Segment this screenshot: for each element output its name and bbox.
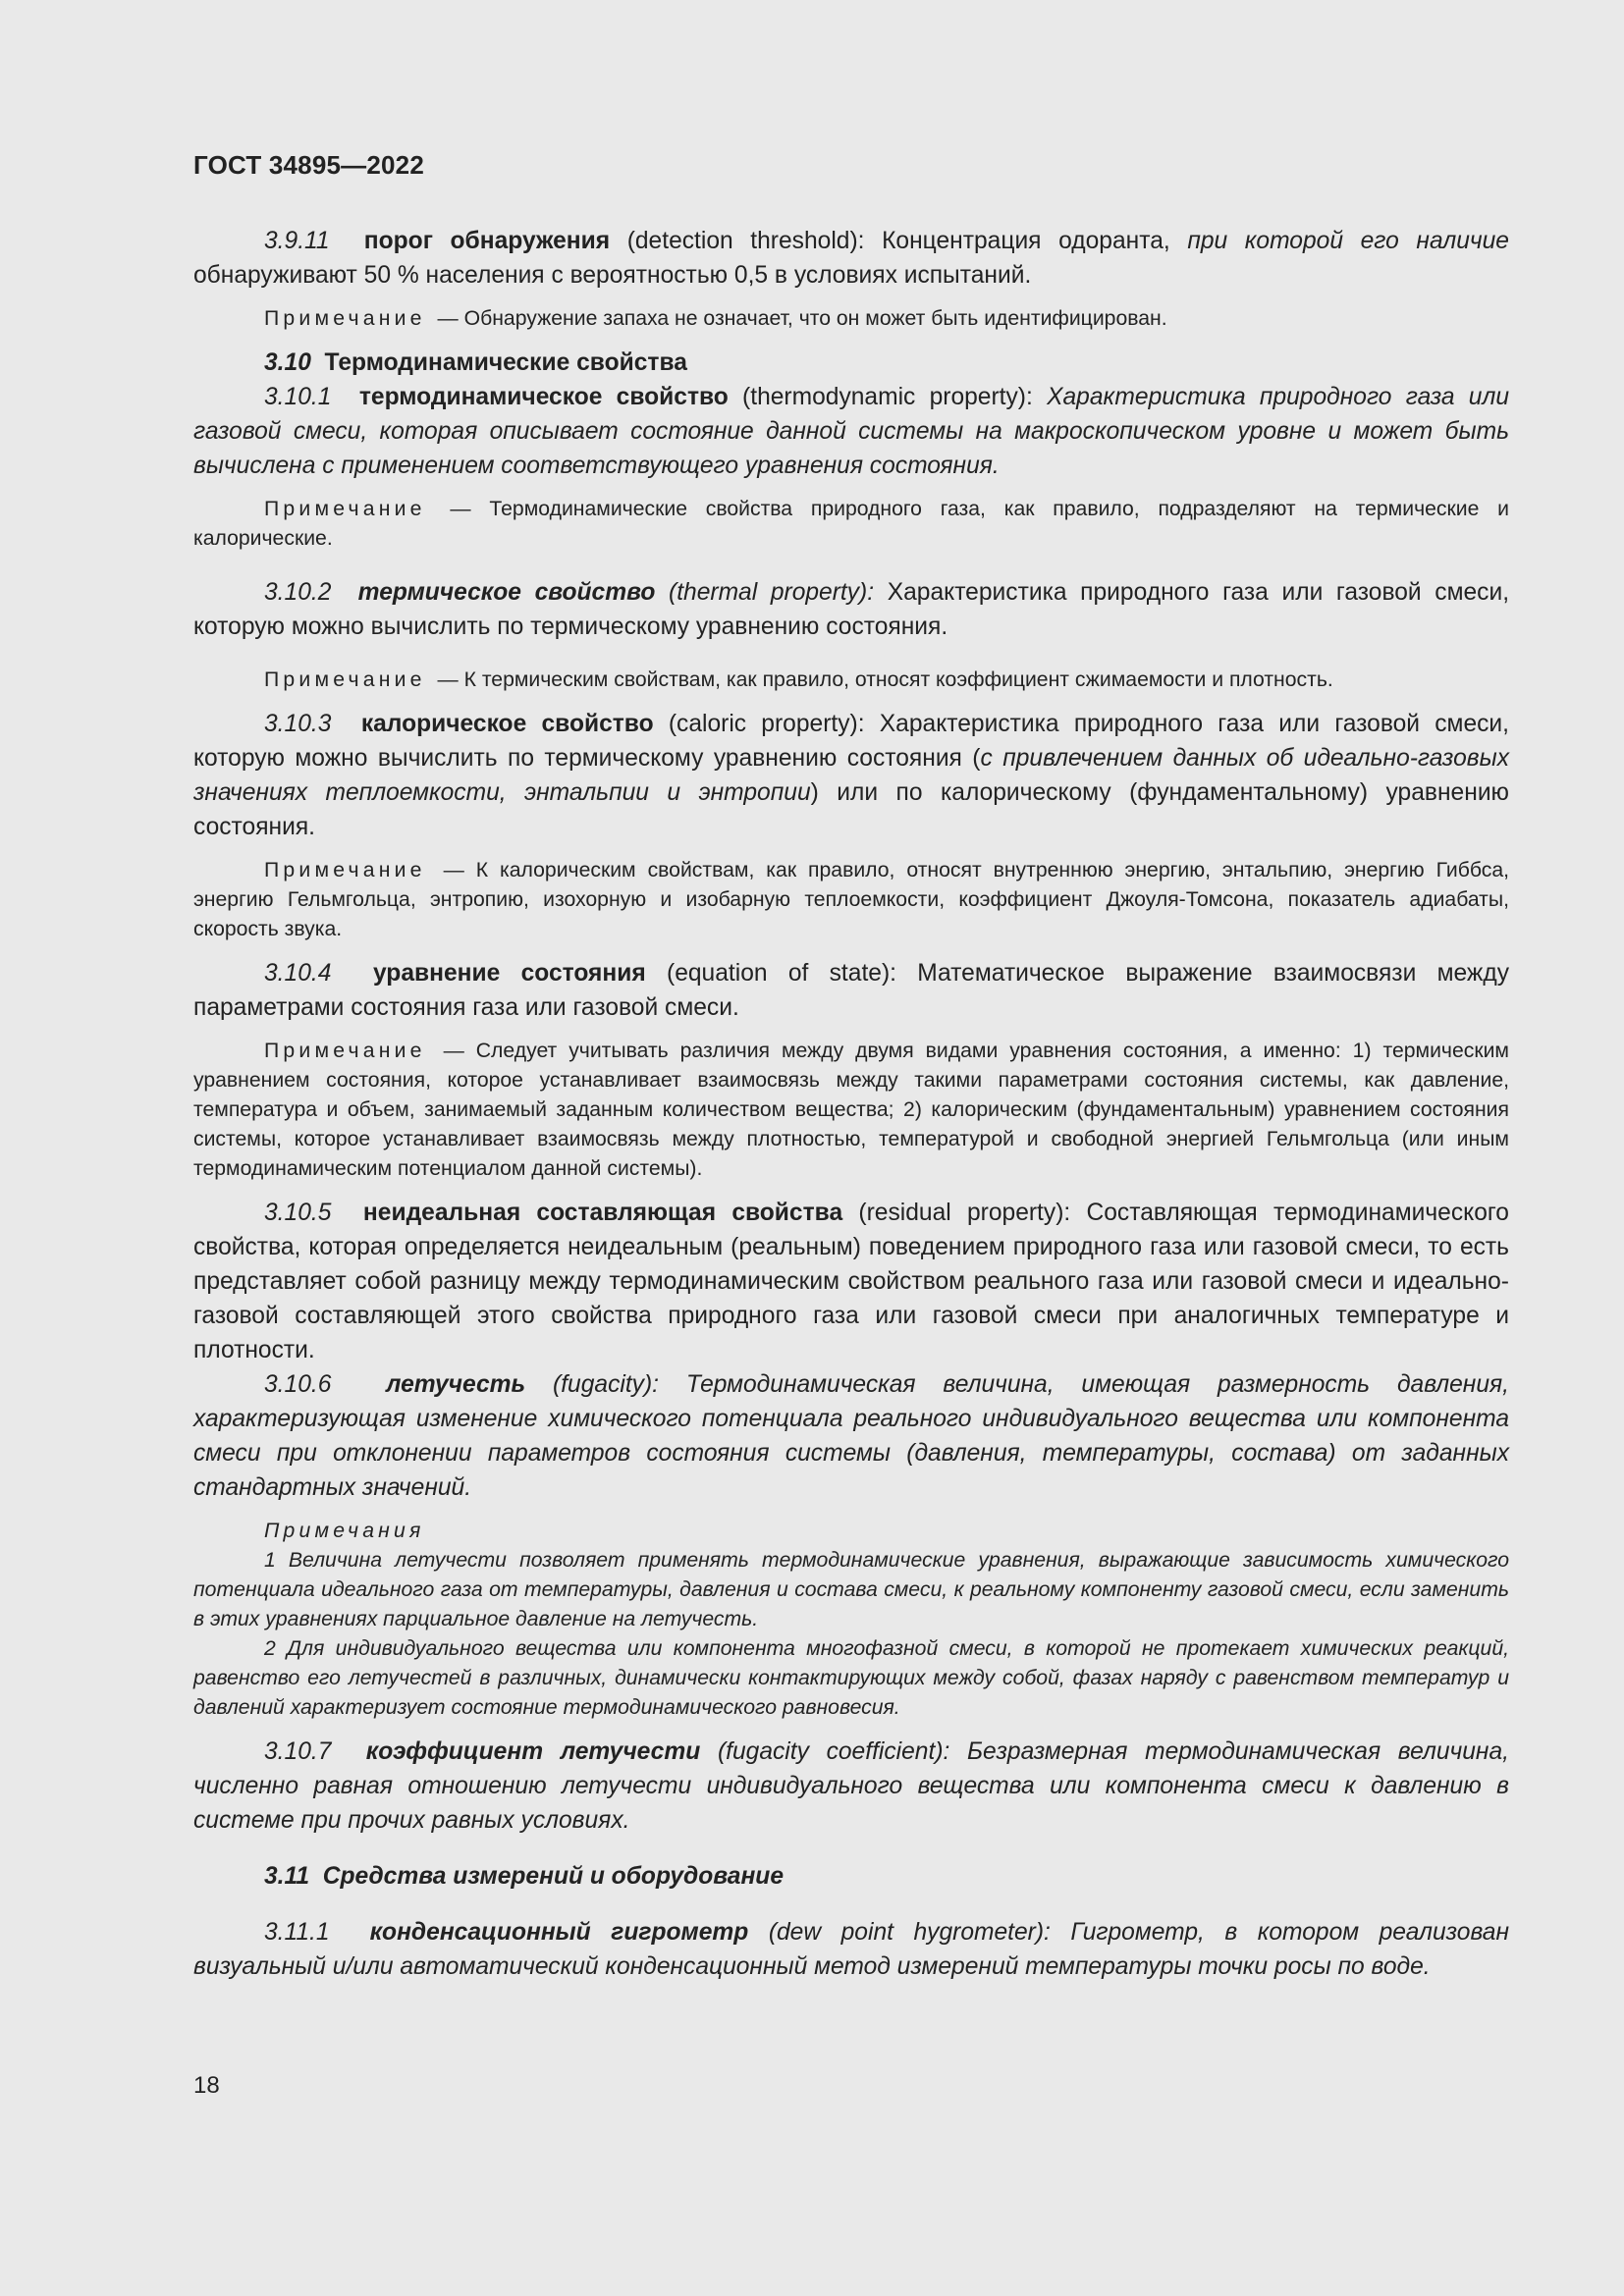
term-english: (residual property) [858, 1200, 1064, 1226]
entry-number: 3.10.5 [264, 1200, 332, 1226]
entry-3-10-2 [193, 575, 1509, 644]
entry-3-10-1 [193, 380, 1509, 483]
term-english: (dew point hygrometer): [768, 1919, 1051, 1946]
note-text: — К термическим свойствам, как правило, относят коэффициент сжимаемости и плотность. [437, 668, 1333, 691]
entry-3-10-6 [193, 1367, 1509, 1505]
document-header: ГОСТ 34895—2022 [193, 150, 424, 180]
note [193, 666, 1509, 695]
section-number: 3.10 [264, 349, 311, 376]
definition: : Концентрация одоранта, [857, 228, 1170, 254]
note-item: 1 Величина летучести позволяет применять термодинамические уравнения, выражающие зависимость химического потенциала идеального газа от температуры, давления и состава смеси, к реальному компоненту газовой смеси, если заменить в этих уравнениях парциальное давление на летучесть. [193, 1549, 1509, 1630]
definition: : Составляющая термодинамического свойства, которая определяется неидеальным (реальным) поведением природного газа или газовой смеси, то есть представляет собой разницу между термодинамическим свойством реального газа или газовой смеси и идеально-газовой составляющей этого свойства природного газа или газовой смеси при аналогичных температуре и плотности. [193, 1200, 1509, 1363]
definition-italic: с привлечением данных об идеально-газовых значениях теплоемкости, энтальпии и энтропии [193, 745, 1509, 806]
entry-number: 3.10.4 [264, 960, 332, 987]
term-english: (caloric property) [668, 711, 858, 737]
note-item: 2 Для индивидуального вещества или компонента многофазной смеси, в которой не протекает химических реакций, равенство его летучестей в различных, динамически контактирующих между собой, фазах наряду с равенством температур и давлений характеризует состояние термодинамического равновесия. [193, 1637, 1509, 1719]
definition: Характеристика природного газа или газовой смеси, которую можно вычислить по термическому уравнению состояния. [193, 579, 1510, 640]
note-text: — К калорическим свойствам, как правило, относят внутреннюю энергию, энтальпию, энергию Гиббса, энергию Гельмгольца, энтропию, изохорную и изобарную теплоемкости, коэффициент Джоуля-Томсона, показатель адиабаты, скорость звука. [193, 859, 1509, 940]
definition: : Характеристика природного газа или газовой смеси, которую можно вычислить по термическому уравнению состояния ( [193, 711, 1509, 772]
entry-number: 3.9.11 [264, 228, 330, 254]
entry-number: 3.10.6 [264, 1371, 332, 1398]
definition-italic: Термодинамическая величина, имеющая размерность давления, характеризующая изменение химического потенциала реального индивидуального вещества или компонента смеси при отклонении параметров состояния системы (давления, температуры, состава) от заданных стандартных значений. [193, 1371, 1509, 1501]
entry-3-10-5 [193, 1196, 1509, 1367]
note-label: Примечание [264, 498, 426, 520]
term: термодинамическое свойство [358, 384, 729, 410]
definition-italic: при которой его наличие [1187, 228, 1509, 254]
page-number: 18 [193, 2072, 220, 2099]
entry-3-10-4 [193, 956, 1509, 1025]
term: порог обнаружения [363, 228, 611, 254]
section-name: Термодинамические свойства [324, 349, 687, 376]
entry-3-11-1 [193, 1915, 1509, 1984]
term-english: (fugacity): [553, 1371, 659, 1398]
note [193, 495, 1509, 554]
definition: ) или по калорическому (фундаментальному) уравнению состояния. [193, 779, 1509, 840]
definition: : Математическое выражение взаимосвязи между параметрами состояния газа или газовой смеси. [193, 960, 1509, 1021]
notes-label: Примечания [264, 1520, 425, 1542]
section-number: 3.11 [264, 1863, 310, 1890]
note-label: Примечание [264, 307, 426, 330]
note-text: — Термодинамические свойства природного газа, как правило, подразделяют на термические и калорические. [193, 498, 1509, 550]
note-label: Примечание [264, 859, 426, 881]
page-content [193, 224, 1509, 1984]
term: уравнение состояния [372, 960, 646, 987]
entry-number: 3.10.3 [264, 711, 332, 737]
notes-heading [193, 1517, 1509, 1546]
section-name: Средства измерений и оборудование [322, 1863, 785, 1890]
note-text: — Обнаружение запаха не означает, что он может быть идентифицирован. [437, 307, 1167, 330]
note [193, 1037, 1509, 1184]
definition-italic: Безразмерная термодинамическая величина, численно равная отношению летучести индивидуального вещества или компонента смеси к давлению в системе при прочих равных условиях. [193, 1738, 1509, 1834]
term-english: (thermal property): [669, 579, 875, 606]
term: летучесть [386, 1371, 526, 1398]
note-label: Примечание [264, 1040, 426, 1062]
term-english: (thermodynamic property): [742, 384, 1033, 410]
term: неидеальная составляющая свойства [362, 1200, 843, 1226]
entry-3-10-7 [193, 1735, 1509, 1838]
note [193, 304, 1509, 334]
entry-number: 3.11.1 [264, 1919, 330, 1946]
term: термическое свойство [357, 579, 656, 606]
definition-italic: Гигрометр, в котором реализован визуальный и/или автоматический конденсационный метод измерений температуры точки росы по воде. [193, 1919, 1509, 1980]
term: коэффициент летучести [365, 1738, 701, 1765]
entry-number: 3.10.7 [264, 1738, 332, 1765]
term: калорическое свойство [360, 711, 654, 737]
definition: обнаруживают 50 % населения с вероятностью 0,5 в условиях испытаний. [193, 262, 1032, 289]
note [193, 856, 1509, 944]
term-english: (fugacity coefficient): [717, 1738, 950, 1765]
entry-number: 3.10.1 [264, 384, 332, 410]
term-english: (equation of state) [667, 960, 891, 987]
term: конденсационный гигрометр [369, 1919, 749, 1946]
note-label: Примечание [264, 668, 426, 691]
term-english: (detection threshold) [626, 228, 858, 254]
section-title-3-10 [193, 346, 1509, 380]
section-title-3-11 [193, 1859, 1509, 1894]
entry-3-10-3 [193, 707, 1509, 844]
entry-number: 3.10.2 [264, 579, 332, 606]
definition-italic: Характеристика природного газа или газовой смеси, которая описывает состояние данной системы на макроскопическом уровне и может быть вычислена с применением соответствующего уравнения состояния. [193, 384, 1509, 479]
note-text: — Следует учитывать различия между двумя видами уравнения состояния, а именно: 1) термическим уравнением состояния, которое устанавливает взаимосвязь между такими параметрами состояния системы, как давление, температура и объем, занимаемый заданным количеством вещества; 2) калорическим (фундаментальным) уравнением состояния системы, которое устанавливает взаимосвязь между плотностью, температурой и свободной энергией Гельмгольца (или иным термодинамическим потенциалом данной системы). [193, 1040, 1509, 1180]
entry-3-9-11 [193, 224, 1509, 293]
